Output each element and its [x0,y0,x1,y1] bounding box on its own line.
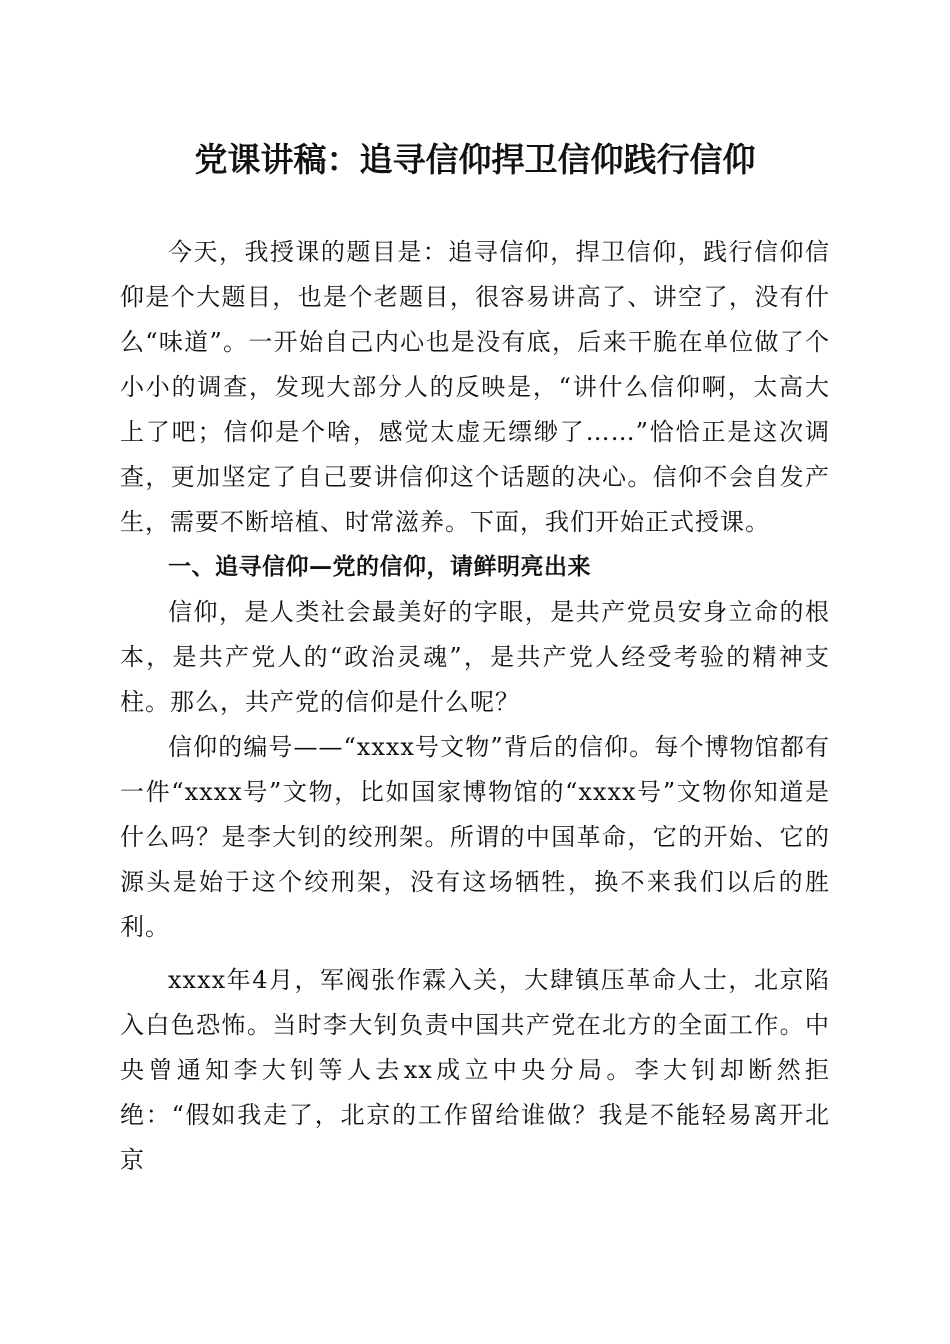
document-title: 党课讲稿：追寻信仰捍卫信仰践行信仰 [194,140,756,179]
paragraph-relic-number: 信仰的编号——“xxxx号文物”背后的信仰。每个博物馆都有一件“xxxx号”文物，比如国家博物馆的“xxxx号”文物你知道是什么吗？是李大钊的绞刑架。所谓的中国革命，它的开始、它的源头是始于这个绞刑架，没有这场牺牲，换不来我们以后的胜利。 [120,733,830,941]
paragraph-intro: 今天，我授课的题目是：追寻信仰，捍卫信仰，践行信仰信仰是个大题目，也是个老题目，很容易讲高了、讲空了，没有什么“味道”。一开始自己内心也是没有底，后来干脆在单位做了个小小的调查，发现大部分人的反映是，“讲什么信仰啊，太高大上了吧；信仰是个啥，感觉太虚无缥缈了……”恰恰正是这次调查，更加坚定了自己要讲信仰这个话题的决心。信仰不会自发产生，需要不断培植、时常滋养。下面，我们开始正式授课。 [120,238,830,536]
section-heading-1: 一、追寻信仰—党的信仰，请鲜明亮出来 [168,554,591,580]
paragraph-belief-definition: 信仰，是人类社会最美好的字眼，是共产党员安身立命的根本，是共产党人的“政治灵魂”，是共产党人经受考验的精神支柱。那么，共产党的信仰是什么呢？ [120,598,830,716]
paragraph-li-dazhao: xxxx年4月，军阀张作霖入关，大肆镇压革命人士，北京陷入白色恐怖。当时李大钊负责中国共产党在北方的全面工作。中央曾通知李大钊等人去xx成立中央分局。李大钊却断然拒绝：“假如我走了，北京的工作留给谁做？我是不能轻易离开北京 [120,966,830,1174]
document-body [120,230,830,1183]
